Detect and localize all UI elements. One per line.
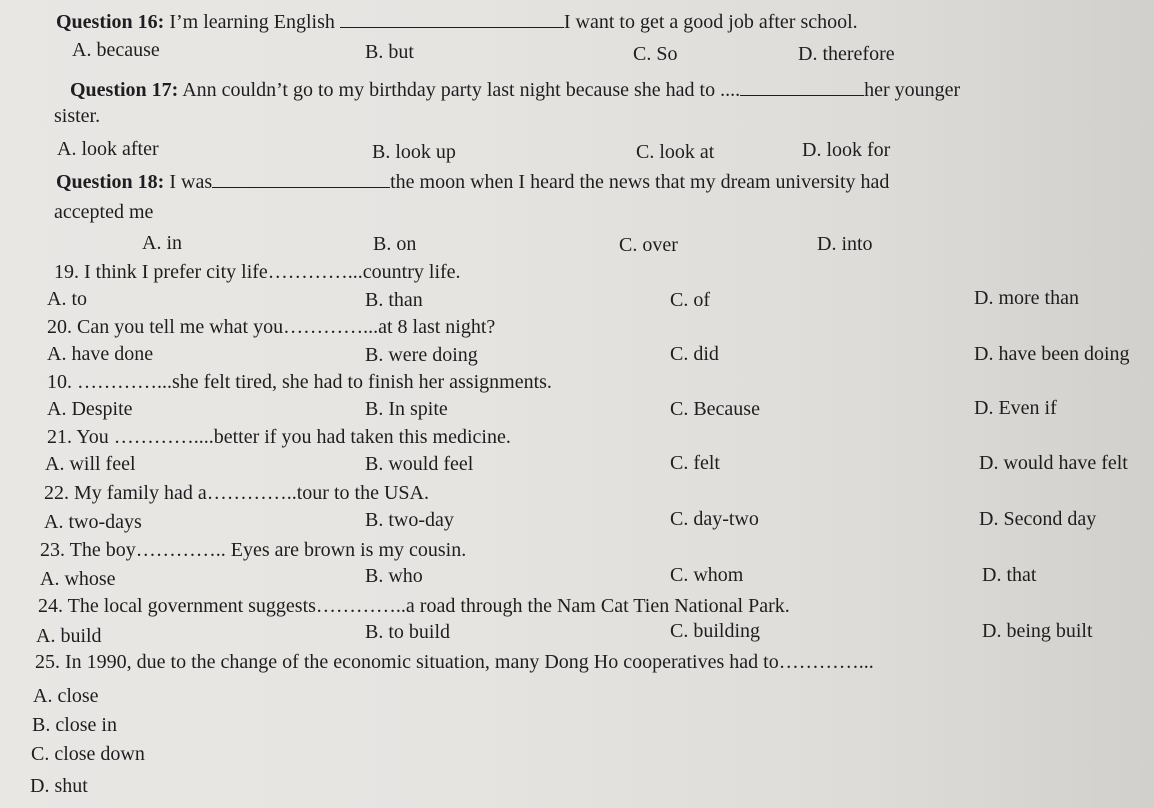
option-d: D. Second day [979, 508, 1097, 530]
option-c: C. look at [636, 141, 715, 163]
option-b: B. were doing [365, 344, 478, 366]
option-c: C. day-two [670, 508, 759, 530]
question-19: 19. I think I prefer city life…………...country life. [54, 261, 461, 283]
option-d: D. have been doing [974, 343, 1130, 365]
option-a: A. Despite [47, 398, 133, 420]
option-d: D. therefore [798, 43, 895, 65]
option-d: D. that [982, 564, 1037, 586]
option-b: B. look up [372, 141, 456, 163]
option-b: B. to build [365, 621, 451, 643]
question-text: the moon when I heard the news that my dream university had [390, 171, 890, 193]
question-17-continued: sister. [54, 105, 101, 127]
option-a: A. whose [40, 568, 116, 590]
question-20: 20. Can you tell me what you…………...at 8 last night? [47, 316, 496, 338]
question-text: I want to get a good job after school. [563, 11, 858, 33]
option-a: A. in [142, 232, 182, 254]
question-label: Question 18: [56, 171, 165, 193]
option-c: C. whom [670, 564, 744, 586]
question-18 [56, 169, 889, 194]
question-25: 25. In 1990, due to the change of the economic situation, many Dong Ho cooperatives had to…………... [35, 651, 874, 673]
question-22: 22. My family had a…………..tour to the USA. [44, 482, 429, 504]
option-a: A. look after [57, 138, 159, 160]
option-c: C. Because [670, 398, 760, 420]
option-a: A. will feel [45, 453, 136, 475]
question-text: I’m learning English [164, 11, 340, 33]
option-c: C. building [670, 620, 761, 642]
question-label: Question 16: [56, 11, 165, 33]
option-d: D. Even if [974, 397, 1057, 419]
option-a: A. build [36, 625, 102, 647]
option-b: B. would feel [365, 453, 474, 475]
question-18-continued: accepted me [54, 201, 154, 223]
question-24: 24. The local government suggests…………..a road through the Nam Cat Tien National Park. [38, 595, 790, 617]
option-b: B. who [365, 565, 423, 587]
option-d: D. being built [982, 620, 1093, 642]
option-c: C. over [619, 234, 678, 256]
question-21: 21. You …………....better if you had taken this medicine. [47, 426, 511, 448]
option-a: A. close [33, 685, 99, 707]
option-a: A. to [47, 288, 87, 310]
option-d: D. more than [974, 287, 1079, 309]
option-a: A. have done [47, 343, 154, 365]
option-a: A. two-days [44, 511, 142, 533]
question-text: her younger [864, 79, 961, 101]
answer-blank [212, 169, 390, 188]
option-c: C. felt [670, 452, 720, 474]
option-b: B. In spite [365, 398, 448, 420]
option-d: D. would have felt [979, 452, 1128, 474]
question-label: Question 17: [70, 79, 179, 101]
question-10: 10. …………...she felt tired, she had to finish her assignments. [47, 371, 552, 393]
option-c: C. So [633, 43, 678, 65]
option-d: D. look for [802, 139, 891, 161]
option-c: C. of [670, 289, 710, 311]
option-b: B. than [365, 289, 423, 311]
option-c: C. did [670, 343, 719, 365]
option-b: B. but [365, 41, 414, 63]
answer-blank [340, 9, 564, 28]
option-c: C. close down [31, 743, 145, 765]
question-23: 23. The boy………….. Eyes are brown is my cousin. [40, 539, 467, 561]
option-b: B. close in [32, 714, 117, 736]
option-b: B. two-day [365, 509, 454, 531]
question-text: I was [164, 171, 213, 193]
question-16 [56, 9, 858, 34]
option-a: A. because [72, 39, 160, 61]
question-text: Ann couldn’t go to my birthday party last night because she had to .... [178, 79, 741, 101]
option-b: B. on [373, 233, 417, 255]
option-d: D. into [817, 233, 873, 255]
answer-blank [740, 77, 864, 96]
option-d: D. shut [30, 775, 88, 797]
question-17 [70, 77, 960, 102]
